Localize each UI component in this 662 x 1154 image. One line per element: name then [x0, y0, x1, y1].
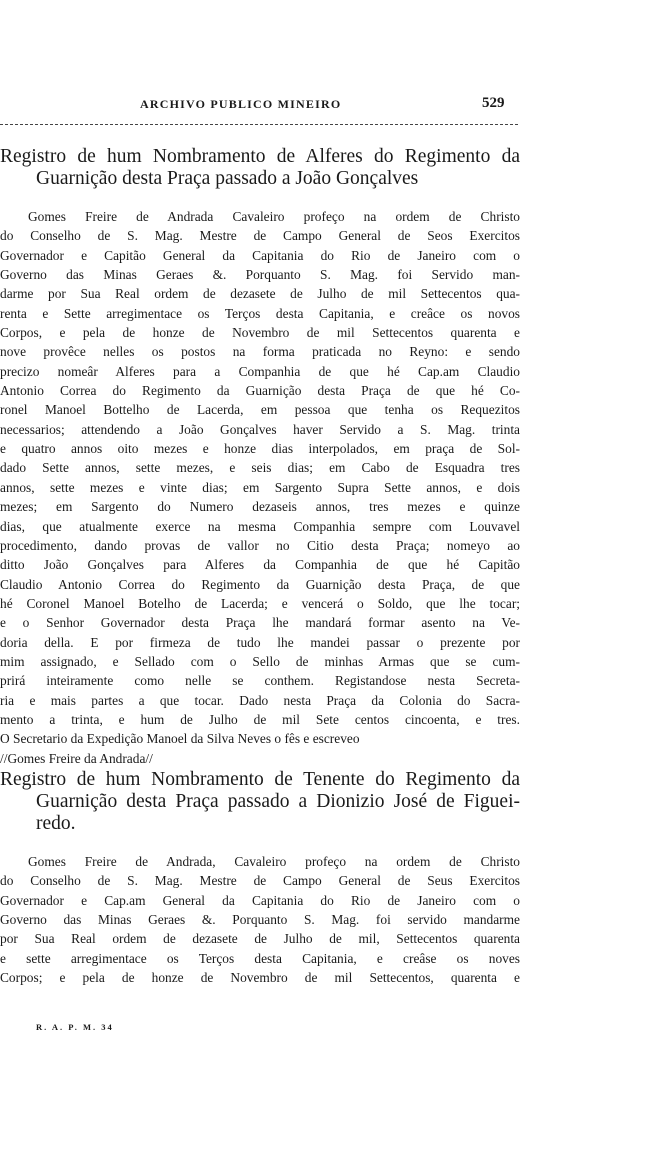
section-1-title-line: Registro de hum Nombramento de Alferes do Regimento da: [0, 146, 520, 167]
body-line: dado Sette annos, sette mezes, e seis dias; em Cabo de Esquadra tres: [0, 460, 520, 476]
body-line: dias, que atualmente exerce na mesma Companhia sempre com Louvavel: [0, 518, 520, 534]
body-line: procedimento, dando provas de vallor no Citio desta Praça; nomeyo ao: [0, 537, 520, 553]
body-line: do Conselho de S. Mag. Mestre de Campo General de Seus Exercitos: [0, 873, 520, 889]
body-line: nove provêce nelles os postos na forma praticada no Reyno: e sendo: [0, 344, 520, 360]
running-title: ARCHIVO PUBLICO MINEIRO: [140, 97, 342, 111]
section-2-title-line: redo.: [36, 813, 76, 834]
section-1-title: [0, 146, 520, 190]
body-line: mim assignado, e Sellado com o Sello de minhas Armas que se cum-: [0, 653, 520, 669]
body-line: Corpos, e pela de honze de Novembro de mil Settecentos quarenta e: [0, 325, 520, 341]
body-line: ditto João Gonçalves para Alferes da Companhia de que hé Capitão: [0, 557, 520, 573]
body-line: ronel Manoel Bottelho de Lacerda, em pessoa que tenha os Requezitos: [0, 402, 520, 418]
body-line: mezes; em Sargento do Numero dezaseis annos, tres mezes e quinze: [0, 499, 520, 515]
body-line: Corpos; e pela de honze de Novembro de mil Settecentos, quarenta e: [0, 970, 520, 986]
body-line: Antonio Correa do Regimento da Guarnição desta Praça de que hé Co-: [0, 383, 520, 399]
body-line: prirá inteiramente como nelle se conthem. Registandose nesta Secreta-: [0, 673, 520, 689]
body-line: //Gomes Freire da Andrada//: [0, 750, 153, 766]
page-number: 529: [482, 95, 505, 111]
body-line: e quatro annos oito mezes e honze dias interpolados, em praça de Sol-: [0, 441, 520, 457]
body-line: Governo das Minas Geraes &. Porquanto S. Mag. foi servido mandarme: [0, 912, 520, 928]
section-1-body: [0, 207, 520, 768]
body-line: necessarios; attendendo a João Gonçalves haver Servido a S. Mag. trinta: [0, 421, 520, 437]
section-2-body: [0, 852, 520, 987]
section-1-title-line: Guarnição desta Praça passado a João Gonçalves: [36, 168, 419, 189]
section-1: [0, 146, 520, 768]
body-line: mento a trinta, e hum de Julho de mil Sete centos cincoenta, e tres.: [0, 711, 520, 727]
section-2-title: [0, 769, 520, 835]
body-line: Claudio Antonio Correa do Regimento da Guarnição desta Praça, de que: [0, 576, 520, 592]
body-line: do Conselho de S. Mag. Mestre de Campo General de Seos Exercitos: [0, 228, 520, 244]
body-line: Governador e Capitão General da Capitania do Rio de Janeiro com o: [0, 247, 520, 263]
body-line: Gomes Freire de Andrada Cavaleiro profeço na ordem de Christo: [28, 209, 520, 224]
body-line: Governador e Cap.am General da Capitania do Rio de Janeiro com o: [0, 892, 520, 908]
body-line: renta e Sette arregimentace os Terços desta Capitania, e creâce os novos: [0, 305, 520, 321]
body-line: por Sua Real ordem de dezasete de Julho de mil, Settecentos quarenta: [0, 931, 520, 947]
body-line: ria e mais partes a que tocar. Dado nesta Praça da Colonia do Sacra-: [0, 692, 520, 708]
body-line: e o Senhor Governador desta Praça lhe mandará formar asento na Ve-: [0, 615, 520, 631]
body-line: Gomes Freire de Andrada, Cavaleiro profeço na ordem de Christo: [28, 854, 520, 869]
body-line: Governo das Minas Geraes &. Porquanto S. Mag. foi Servido man-: [0, 267, 520, 283]
body-line: precizo nomeâr Alferes para a Companhia de que hé Cap.am Claudio: [0, 363, 520, 379]
body-line: e sette arregimentace os Terços desta Capitania, e creâse os noves: [0, 950, 520, 966]
body-line: annos, sette mezes e vinte dias; em Sargento Supra Sette annos, e dois: [0, 479, 520, 495]
section-2: [0, 769, 520, 987]
header-rule: [0, 124, 518, 125]
running-header: [0, 97, 520, 119]
body-line: hé Coronel Manoel Botelho de Lacerda; e vencerá o Soldo, que lhe tocar;: [0, 595, 520, 611]
section-2-title-line: Registro de hum Nombramento de Tenente do Regimento da: [0, 769, 520, 790]
section-2-title-line: Guarnição desta Praça passado a Dionizio José de Figuei-: [36, 791, 520, 812]
signature-mark: R. A. P. M. 34: [36, 1022, 114, 1032]
body-line: O Secretario da Expedição Manoel da Silva Neves o fês e escreveo: [0, 731, 360, 747]
body-line: darme por Sua Real ordem de dezasete de Julho de mil Settecentos qua-: [0, 286, 520, 302]
body-line: doria della. E por firmeza de tudo lhe mandei passar o prezente por: [0, 634, 520, 650]
